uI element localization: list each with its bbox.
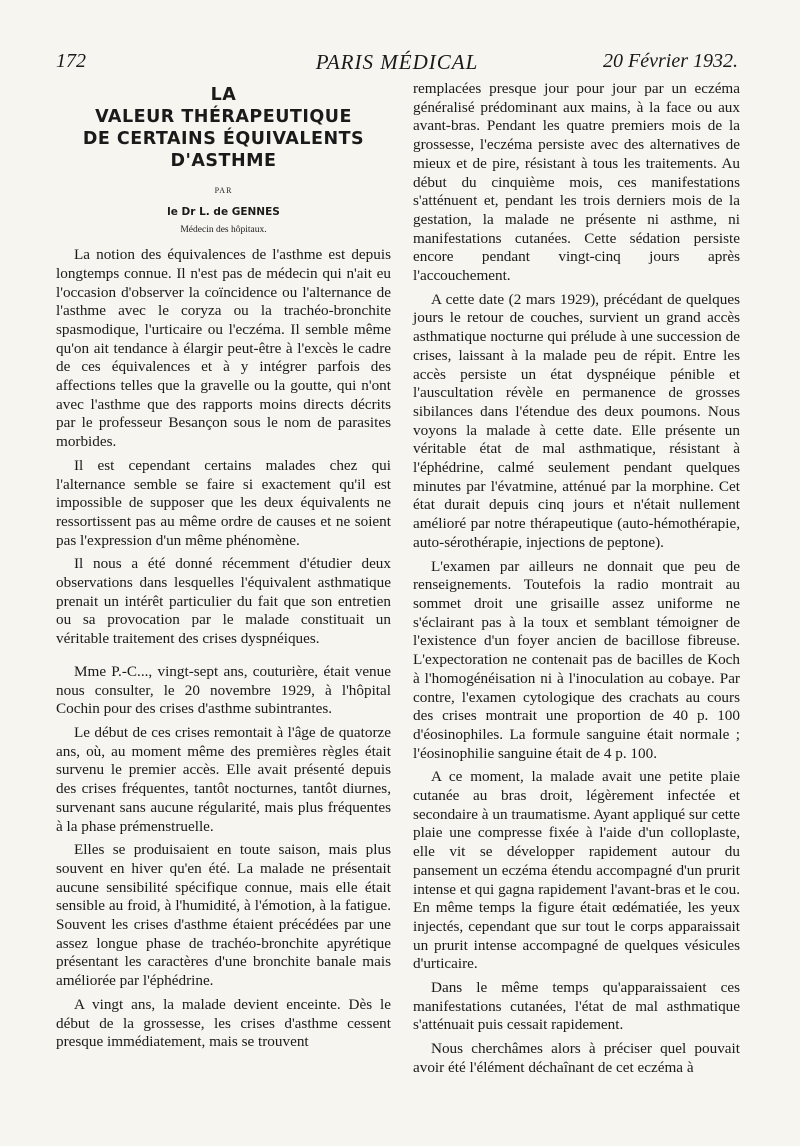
journal-title: PARIS MÉDICAL: [315, 50, 479, 74]
paragraph: Il nous a été donné récemment d'étudier deux observations dans lesquelles l'équivalent asthmatique prenait un intérêt particulier du fait que son entretien ou sa provocation par le malade constituait un véritable traitement des crises dyspnéiques.: [56, 555, 391, 648]
paragraph: Mme P.-C..., vingt-sept ans, couturière, était venue nous consulter, le 20 novembre 1929, à l'hôpital Cochin pour des crises d'asthme subintrantes.: [56, 662, 391, 718]
author-role: Médecin des hôpitaux.: [180, 225, 267, 236]
by-label: PAR: [214, 186, 233, 195]
paragraph: A cette date (2 mars 1929), précédant de quelques jours le retour de couches, survient un grand accès asthmatique nocturne qui prélude à une succession de crises, laissant à la malade peu de répit. Entre les accès persiste un état dyspnéique pénible et l'auscultation révèle en permanence de grosses sibilances dans l'étendue des deux poumons. Nous voyons la malade à cette date. Elle présente un véritable état de mal asthmatique, résistant à l'éphédrine, calmé seulement pendant quelques minutes par l'évatmine, atténué par la morphine. Cet état durait depuis cinq jours et n'était nullement amélioré par notre thérapeutique (auto-hémothérapie, auto-sérothérapie, injections de peptone).: [413, 290, 740, 551]
article-title-block: [56, 84, 391, 240]
paragraph: Le début de ces crises remontait à l'âge de quatorze ans, où, au moment même des premières règles était survenu le premier accès. Elle avait présenté depuis des crises fréquentes, tantôt nocturnes, tantôt diurnes, survenant sans aucune régularité, mais plus fréquentes à la phase prémenstruelle.: [56, 723, 391, 835]
page-header: [56, 50, 738, 76]
article-title-line: LA: [210, 85, 237, 105]
article-title-line: D'ASTHME: [170, 151, 277, 171]
paragraph: remplacées presque jour pour jour par un eczéma généralisé prédominant aux mains, à la face ou aux avant-bras. Pendant les quatre premiers mois de la grossesse, l'eczéma persiste avec des alternatives de mieux et de pire, résistant à tous les traitements. Au début du cinquième mois, ces manifestations s'atténuent et, pendant les trois derniers mois de la gestation, la malade ne présente ni asthme, ni manifestations cutanées. Cette sédation persiste encore pendant vingt-cinq jours après l'accouchement.: [413, 80, 740, 285]
left-column: [56, 84, 391, 1057]
paragraph: Elles se produisaient en toute saison, mais plus souvent en hiver qu'en été. La malade ne présentait aucune sensibilité spécifique connue, mais elle était sensible au froid, à l'humidité, à l'émotion, à la fatigue. Souvent les crises d'asthme étaient précédées par une assez longue phase de trachéo-bronchite apyrétique présentant les caractères d'une bronchite banale mais améliorée par l'éphédrine.: [56, 841, 391, 990]
paragraph: A ce moment, la malade avait une petite plaie cutanée au bras droit, légèrement infectée et secondaire à un traumatisme. Ayant appliqué sur cette plaie une compresse fixée à l'aide d'un colloplaste, elle vit se développer rapidement autour du pansement un eczéma étendu accompagné d'un prurit intense et qui gagna rapidement l'avant-bras et le cou. En même temps la figure était œdématiée, les yeux injectés, cependant que sur tout le corps apparaissait un prurit intense accompagné de quelques vésicules d'urticaire.: [413, 768, 740, 973]
page-number: 172: [56, 50, 86, 72]
paragraph: L'examen par ailleurs ne donnait que peu de renseignements. Toutefois la radio montrait au sommet droit une grisaille assez uniforme ne s'éclairant pas à la toux et semblant témoigner de l'existence d'un foyer ancien de bacillose fibreuse. L'expectoration ne contenait pas de bacilles de Koch à l'homogénéisation ni à l'inoculation au cobaye. Par contre, l'examen cytologique des crachats au cours des crises montrait une proportion de 40 p. 100 d'éosinophiles. La formule sanguine était normale ; l'éosinophilie sanguine était de 4 p. 100.: [413, 557, 740, 762]
paragraph: Dans le même temps qu'apparaissaient ces manifestations cutanées, l'état de mal asthmatique s'atténuait puis cessait rapidement.: [413, 979, 740, 1034]
paragraph: Il est cependant certains malades chez qui l'alternance semble se faire si exactement qu'il est impossible de supposer que les deux équivalents ne ressortissent pas au même ordre de causes et ne soient pas l'expression d'un même phénomène.: [56, 456, 391, 549]
paragraph: A vingt ans, la malade devient enceinte. Dès le début de la grossesse, les crises d'asthme cessent presque immédiatement, mais se trouvent: [56, 995, 391, 1051]
article-title-line: DE CERTAINS ÉQUIVALENTS: [82, 129, 365, 149]
paragraph: La notion des équivalences de l'asthme est depuis longtemps connue. Il n'est pas de médecin qui n'ait eu l'occasion d'observer la coïncidence ou l'alternance de l'asthme avec le coryza ou la trachéo-bronchite spasmodique, l'urticaire ou l'eczéma. Il semble même qu'on ait tendance à élargir peut-être à l'excès le cadre de ces équivalences et à y intégrer parfois des affections telles que la gravelle ou la goutte, qui n'ont avec l'asthme que des rapports moins directs décrits par le professeur Besançon sous le nom de parasites morbides.: [56, 246, 391, 451]
right-column: [413, 80, 740, 1083]
issue-date: 20 Février 1932.: [603, 50, 738, 72]
paragraph: Nous cherchâmes alors à préciser quel pouvait avoir été l'élément déchaînant de cet eczéma à: [413, 1040, 740, 1076]
author-name: le Dr L. de GENNES: [167, 205, 280, 218]
article-title-line: VALEUR THÉRAPEUTIQUE: [95, 107, 352, 127]
